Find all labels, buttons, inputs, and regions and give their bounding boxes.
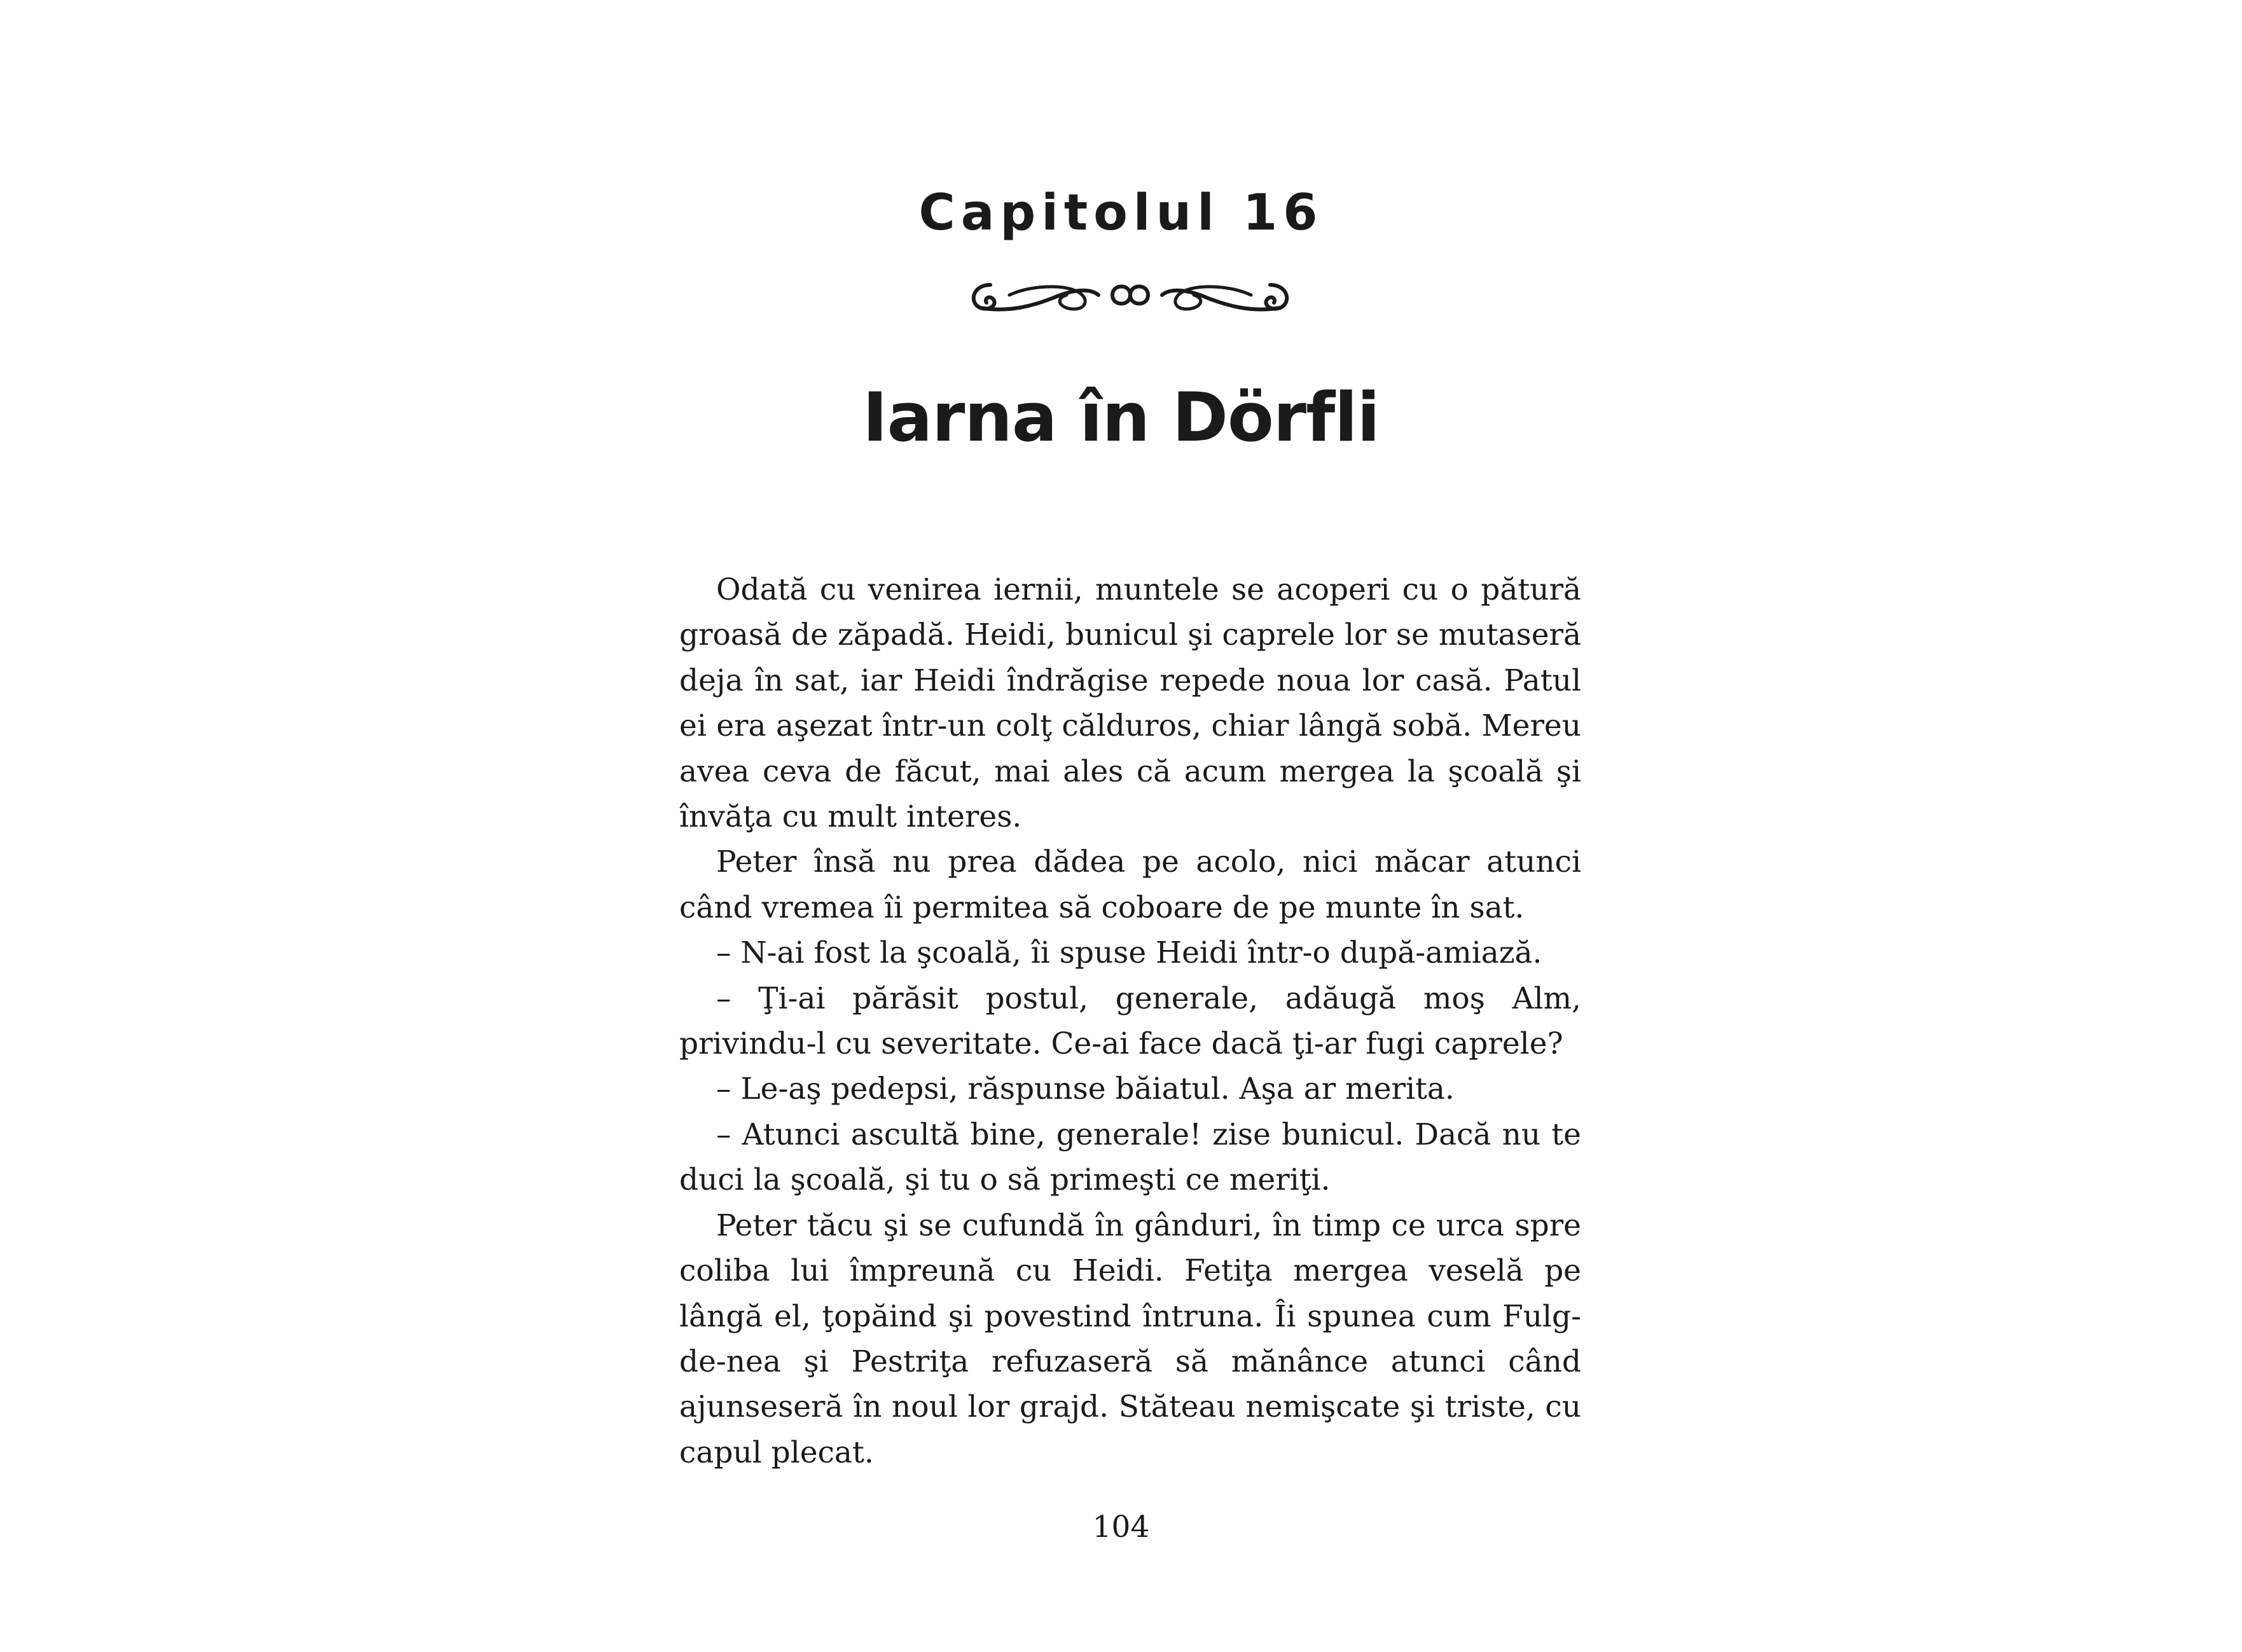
paragraph: Odată cu venirea iernii, muntele se acoperi cu o pătură groasă de zăpadă. Heidi, bunicul şi caprele lor se mutaseră deja în sat, iar Heidi îndrăgise repede noua lor casă. Patul ei era aşezat într-un colţ călduros, chiar lângă sobă. Mereu avea ceva de făcut, mai ales că acum mergea la şcoală şi învăţa cu mult interes. [679, 572, 1581, 835]
flourish-divider-icon [965, 267, 1296, 322]
paragraph: Peter tăcu şi se cufundă în gânduri, în timp ce urca spre coliba lui împreună cu Heidi. Fetiţa mergea veselă pe lângă el, ţopăind şi povestind întruna. Îi spunea cum Fulg-de-nea şi Pestriţa refuzaseră să mănânce atunci când ajunseseră în noul lor grajd. Stăteau nemişcate şi triste, cu capul plecat. [679, 1208, 1581, 1470]
chapter-title: Iarna în Dörfli [862, 378, 1380, 457]
paragraph: – Atunci ascultă bine, generale! zise bunicul. Dacă nu te duci la şcoală, şi tu o să primeşti ce meriţi. [679, 1117, 1581, 1198]
paragraph: – Le-aş pedepsi, răspunse băiatul. Aşa ar merita. [716, 1071, 1455, 1107]
page-number: 104 [1092, 1510, 1150, 1545]
paragraph: Peter însă nu prea dădea pe acolo, nici măcar atunci când vremea îi permitea să coboare de pe munte în sat. [679, 844, 1581, 925]
paragraph: – N-ai fost la şcoală, îi spuse Heidi într-o după-amiază. [716, 935, 1542, 971]
chapter-label: Capitolul 16 [918, 184, 1324, 242]
chapter-body [679, 567, 1581, 1475]
paragraph: – Ţi-ai părăsit postul, generale, adăugă moş Alm, privindu-l cu severitate. Ce-ai face dacă ţi-ar fugi caprele? [679, 981, 1581, 1062]
